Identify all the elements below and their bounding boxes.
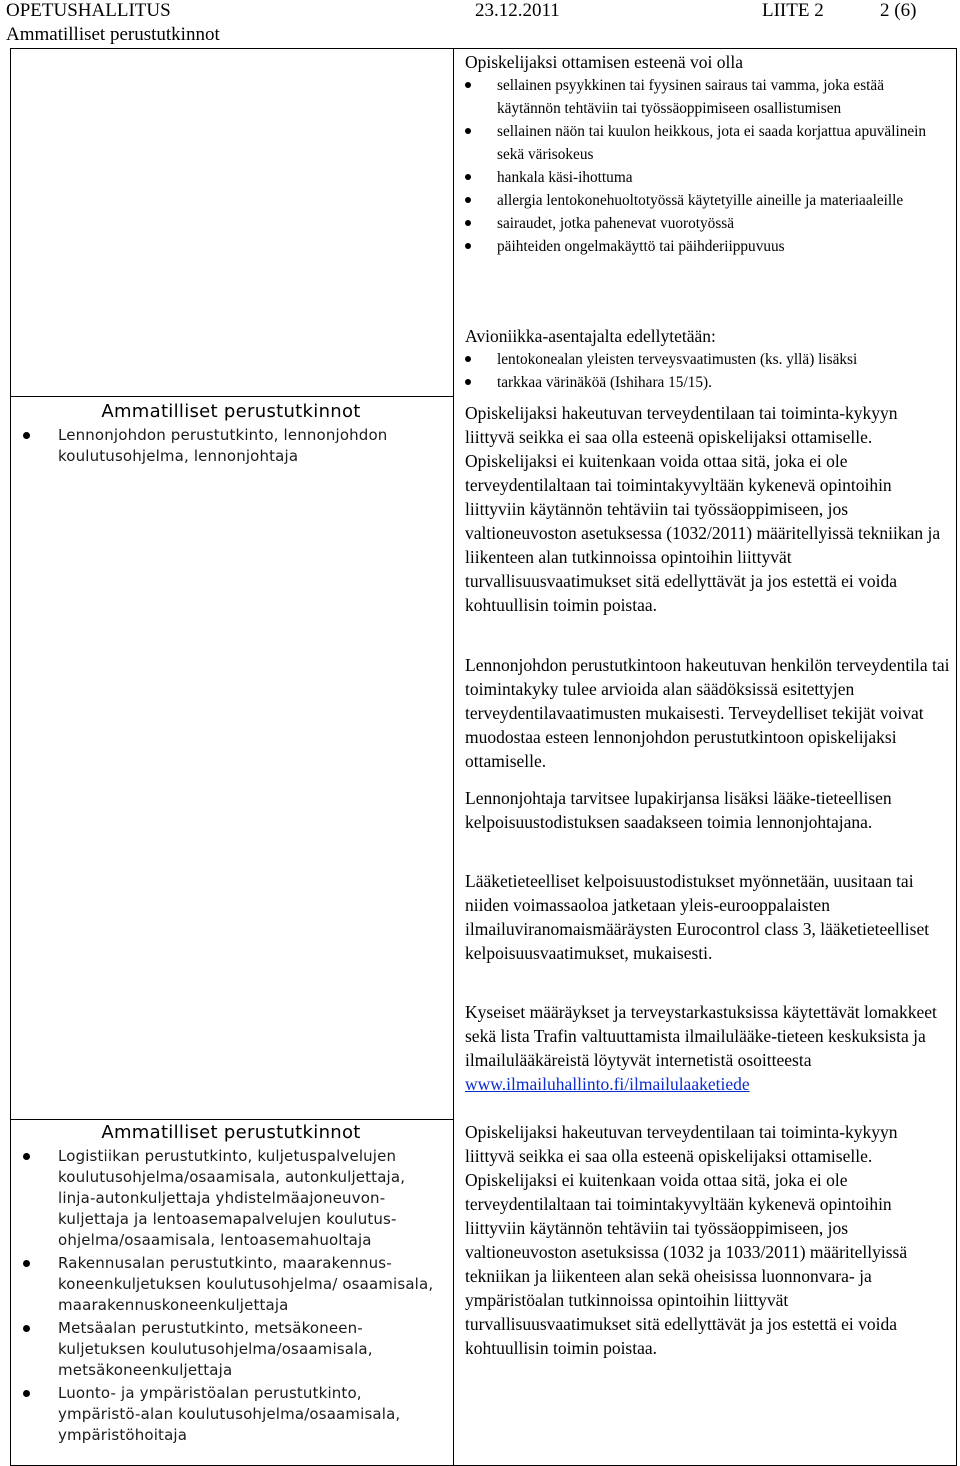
list-item (465, 74, 951, 120)
list-item-text: sairaudet, jotka pahenevat vuorotyössä (497, 215, 735, 232)
bullet-icon (465, 174, 471, 180)
regulations-text: Kyseiset määräykset ja terveystarkastuksissa käytettävät lomakkeet sekä lista Trafin valtuuttamista ilmailulääke-tieteen keskuksista ja ilmailulääkäreistä löytyvät internetistä osoitteesta (465, 1002, 937, 1070)
list-item-text: Luonto- ja ympäristöalan perustutkinto, ympäristö-alan koulutusohjelma/osaamisala, ympäristöhoitaja (58, 1384, 401, 1444)
section-heading: Ammatilliset perustutkinnot (101, 401, 361, 422)
bullet-icon (465, 220, 471, 226)
row-divider-2 (10, 1119, 454, 1120)
header-attachment: LIITE 2 (762, 0, 824, 21)
list-item-text: Rakennusalan perustutkinto, maarakennus-koneenkuljetuksen koulutusohjelma/ osaamisala, maarakennuskoneenkuljettaja (58, 1254, 434, 1314)
list-item (465, 371, 951, 394)
bullet-icon (23, 432, 30, 439)
bullet-icon (23, 1325, 30, 1332)
list-item (22, 1146, 440, 1251)
list-item (22, 1253, 440, 1316)
header-page-number: 2 (6) (880, 0, 917, 21)
left-section-2 (22, 1122, 440, 1446)
avionics-list (465, 348, 951, 394)
bullet-icon (465, 356, 471, 362)
list-item (465, 212, 951, 235)
list-item (465, 120, 951, 166)
bullet-icon (465, 128, 471, 134)
bullet-icon (23, 1260, 30, 1267)
left-section-1 (22, 401, 440, 467)
list-item-text: sellainen näön tai kuulon heikkous, jota ei saada korjattua apuvälinein sekä värisokeus (497, 123, 927, 163)
paragraph-regulations (465, 1000, 951, 1096)
barrier-section (465, 50, 951, 258)
degree-list (22, 1146, 440, 1446)
list-item-text: Logistiikan perustutkinto, kuljetuspalvelujen koulutusohjelma/osaamisala, autonkuljettaja, linja-autonkuljettaja yhdistelmäajoneuvon-kuljettaja ja lentoasemapalvelujen koulutus-ohjelma/osaamisala, lentoasemahuoltaja (58, 1147, 406, 1249)
list-item-text: lentokonealan yleisten terveysvaatimusten (ks. yllä) lisäksi (497, 351, 858, 368)
list-item-text: tarkkaa värinäköä (Ishihara 15/15). (497, 374, 712, 391)
list-item-text: hankala käsi-ihottuma (497, 169, 633, 186)
list-item (22, 425, 440, 467)
header-organization: OPETUSHALLITUS (6, 0, 171, 21)
column-divider (453, 48, 454, 1466)
paragraph-admission-2: Opiskelijaksi hakeutuvan terveydentilaan tai toiminta-kykyyn liittyvä seikka ei saa olla esteenä opiskelijaksi ottamiselle. Opiskelijaksi ei kuitenkaan voida ottaa sitä, joka ei ole terveydentilaltaan tai toimintakyvyltään kykenevä opintoihin liittyviin käytännön tehtäviin tai työssäoppimiseen, jos valtioneuvoston asetuksissa (1032 ja 1033/2011) määritellyissä tekniikan ja liikenteen alan sekä oheisissa luonnonvara- ja ympäristöalan tutkinnoissa opintoihin liittyvät turvallisuusvaatimukset sitä edellyttävät ja jos estettä ei voida kohtuullisin toimin poistaa. (465, 1122, 908, 1358)
list-item-text: Metsäalan perustutkinto, metsäkoneen-kuljetuksen koulutusohjelma/osaamisala, metsäkoneenkuljettaja (58, 1319, 373, 1379)
paragraph-admission-1: Opiskelijaksi hakeutuvan terveydentilaan tai toiminta-kykyyn liittyvä seikka ei saa olla esteenä opiskelijaksi ottamiselle. Opiskelijaksi ei kuitenkaan voida ottaa sitä, joka ei ole terveydentilaltaan tai toimintakyvyltään kykenevä opintoihin liittyviin käytännön tehtäviin tai työssäoppimiseen, jos valtioneuvoston asetuksessa (1032/2011) määritellyissä tekniikan ja liikenteen alan tutkinnoissa opintoihin liittyvät turvallisuusvaatimukset sitä edellyttävät ja jos estettä ei voida kohtuullisin toimin poistaa. (465, 403, 941, 615)
list-item-text: sellainen psyykkinen tai fyysinen sairaus tai vamma, joka estää käytännön tehtäviin tai työssäoppimiseen osallistumisen (497, 77, 884, 117)
list-item (22, 1383, 440, 1446)
list-item-text: päihteiden ongelmakäyttö tai päihderiippuvuus (497, 238, 785, 255)
list-item-text: Lennonjohdon perustutkinto, lennonjohdon koulutusohjelma, lennonjohtaja (58, 426, 388, 465)
list-item (465, 166, 951, 189)
paragraph-license: Lennonjohtaja tarvitsee lupakirjansa lisäksi lääke-tieteellisen kelpoisuustodistuksen saadakseen toimia lennonjohtajana. (465, 788, 892, 832)
row-divider-1 (10, 396, 454, 397)
avionics-section (465, 324, 951, 394)
bullet-icon (23, 1153, 30, 1160)
bullet-icon (465, 243, 471, 249)
bullet-icon (23, 1390, 30, 1397)
paragraph-medical-certificates: Lääketieteelliset kelpoisuustodistukset myönnetään, uusitaan tai niiden voimassaoloa jatketaan yleis-eurooppalaisten ilmailuviranomaismääräysten Eurocontrol class 3, lääketieteelliset kelpoisuusvaatimukset, mukaisesti. (465, 871, 930, 963)
header-subtitle: Ammatilliset perustutkinnot (6, 24, 220, 45)
list-item-text: allergia lentokonehuoltotyössä käytetyille aineille ja materiaaleille (497, 192, 904, 209)
bullet-icon (465, 379, 471, 385)
paragraph-atc-health: Lennonjohdon perustutkintoon hakeutuvan henkilön terveydentila tai toimintakyky tulee arvioida alan säädöksissä esitettyjen terveydentilavaatimusten mukaisesti. Terveydelliset tekijät voivat muodostaa esteen lennonjohdon perustutkintoon opiskelijaksi ottamiselle. (465, 655, 950, 771)
barrier-intro: Opiskelijaksi ottamisen esteenä voi olla (465, 52, 743, 72)
bullet-icon (465, 82, 471, 88)
list-item (22, 1318, 440, 1381)
list-item (465, 348, 951, 371)
ilmailuhallinto-link[interactable]: www.ilmailuhallinto.fi/ilmailulaaketiede (465, 1074, 750, 1094)
section-heading: Ammatilliset perustutkinnot (101, 1122, 361, 1143)
degree-list (22, 425, 440, 467)
header-date: 23.12.2011 (475, 0, 560, 21)
avionics-intro: Avioniikka-asentajalta edellytetään: (465, 326, 716, 346)
bullet-icon (465, 197, 471, 203)
list-item (465, 235, 951, 258)
list-item (465, 189, 951, 212)
barrier-list (465, 74, 951, 258)
